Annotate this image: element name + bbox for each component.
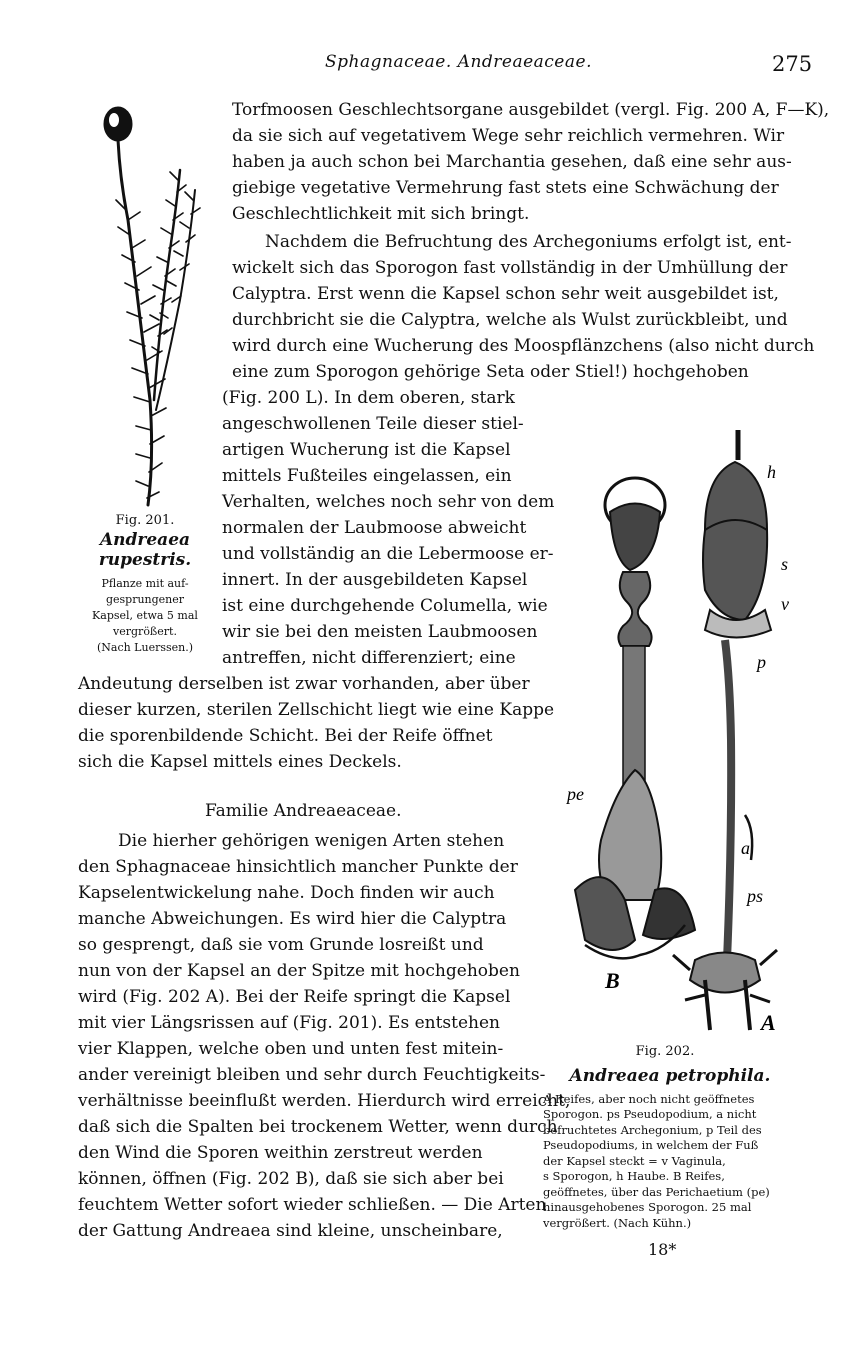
section-line: ander vereinigt bleiben und sehr durch Feuchtigkeits- [78, 1065, 546, 1085]
fig201-caption-line: (Nach Luerssen.) [96, 641, 194, 654]
body-line: und vollständig an die Lebermoose er- [222, 544, 554, 564]
section-line: verhältnisse beeinflußt werden. Hierdurch wird erreicht, [78, 1091, 571, 1111]
section-line: daß sich die Spalten bei trockenem Wetter, wenn durch [78, 1117, 558, 1137]
fig201-species-genus: Andreaea [99, 530, 191, 550]
fig201-illustration [80, 100, 220, 520]
body-line: da sie sich auf vegetativem Wege sehr reichlich vermehren. Wir [232, 126, 785, 146]
body-line: Torfmoosen Geschlechtsorgane ausgebildet (vergl. Fig. 200 A, F—K), [232, 100, 830, 120]
section-line: können, öffnen (Fig. 202 B), daß sie sich aber bei [78, 1169, 504, 1189]
fig202-caption-line: der Kapsel steckt = v Vaginula, [543, 1154, 726, 1168]
body-line: normalen der Laubmoose abweicht [222, 518, 527, 538]
fig201-caption-line: gesprungener [105, 593, 185, 606]
fig202-caption-line: A Reifes, aber noch nicht geöffnetes [543, 1092, 755, 1106]
body-line: Andeutung derselben ist zwar vorhanden, aber über [78, 674, 530, 694]
fig202-caption-line: Sporogon. ps Pseudopodium, a nicht [543, 1107, 757, 1121]
fig202-letter-a: a [741, 838, 750, 858]
fig201-caption-line: Pflanze mit auf- [101, 577, 189, 590]
fig202-letter-v: v [781, 594, 789, 614]
body-line: Nachdem die Befruchtung des Archegoniums erfolgt ist, ent- [265, 232, 792, 252]
section-line: mit vier Längsrissen auf (Fig. 201). Es entstehen [78, 1013, 501, 1033]
section-line: den Sphagnaceae hinsichtlich mancher Punkte der [78, 857, 518, 877]
body-line: Verhalten, welches noch sehr von dem [222, 492, 555, 512]
fig202-caption-line: geöffnetes, über das Perichaetium (pe) [543, 1185, 770, 1199]
section-line: feuchtem Wetter sofort wieder schließen. — Die Arten [78, 1195, 547, 1215]
body-line: innert. In der ausgebildeten Kapsel [222, 570, 528, 590]
page-number: 275 [772, 52, 813, 76]
fig202-letter-ps: ps [747, 886, 764, 906]
body-line: haben ja auch schon bei Marchantia gesehen, daß eine sehr aus- [232, 152, 792, 172]
fig202-letter-A: A [761, 1010, 776, 1035]
body-line: wird durch eine Wucherung des Moospflänzchens (also nicht durch [232, 336, 815, 356]
running-head: Sphagnaceae. Andreaeaceae. [325, 52, 592, 72]
body-line: ist eine durchgehende Columella, wie [222, 596, 548, 616]
body-line: wir sie bei den meisten Laubmoosen [222, 622, 538, 642]
section-line: so gesprengt, daß sie vom Grunde losreißt und [78, 935, 484, 955]
section-line: vier Klappen, welche oben und unten fest mitein- [78, 1039, 504, 1059]
section-heading: Familie Andreaeaceae. [205, 801, 402, 821]
fig202-caption-line: vergrößert. (Nach Kühn.) [543, 1216, 692, 1230]
section-line: manche Abweichungen. Es wird hier die Calyptra [78, 909, 507, 929]
fig202-species: Andreaea petrophila. [569, 1066, 771, 1086]
body-line: eine zum Sporogon gehörige Seta oder Stiel!) hochgehoben [232, 362, 749, 382]
body-line: angeschwollenen Teile dieser stiel- [222, 414, 524, 434]
fig202-letter-p: p [757, 652, 766, 672]
body-line: Calyptra. Erst wenn die Kapsel schon sehr weit ausgebildet ist, [232, 284, 779, 304]
fig202-letter-h: h [767, 462, 776, 482]
fig202-caption-line: Pseudopodiums, in welchem der Fuß [543, 1138, 759, 1152]
fig201-caption-line: Kapsel, etwa 5 mal [92, 609, 198, 622]
fig202-caption-line: hinausgehobenes Sporogon. 25 mal [543, 1200, 752, 1214]
body-line: artigen Wucherung ist die Kapsel [222, 440, 511, 460]
section-line: den Wind die Sporen weithin zerstreut werden [78, 1143, 483, 1163]
fig202-letter-s: s [781, 554, 789, 574]
body-line: antreffen, nicht differenziert; eine [222, 648, 516, 668]
body-line: dieser kurzen, sterilen Zellschicht liegt wie eine Kappe [78, 700, 555, 720]
fig202-letter-B: B [605, 968, 620, 993]
signature-mark: 18* [648, 1240, 677, 1259]
section-line: der Gattung Andreaea sind kleine, unscheinbare, [78, 1221, 503, 1241]
fig202-caption-line: s Sporogon, h Haube. B Reifes, [543, 1169, 725, 1183]
fig201-label: Fig. 201. [115, 513, 175, 528]
section-line: Die hierher gehörigen wenigen Arten stehen [118, 831, 505, 851]
body-line: wickelt sich das Sporogon fast vollständig in der Umhüllung der [232, 258, 788, 278]
fig201-species-epithet: rupestris. [98, 550, 192, 570]
body-line: (Fig. 200 L). In dem oberen, stark [222, 388, 515, 408]
body-line: durchbricht sie die Calyptra, welche als Wulst zurückbleibt, und [232, 310, 788, 330]
fig201-caption-line: vergrößert. [113, 625, 177, 638]
body-line: die sporenbildende Schicht. Bei der Reife öffnet [78, 726, 493, 746]
body-line: Geschlechtlichkeit mit sich bringt. [232, 204, 530, 224]
section-line: nun von der Kapsel an der Spitze mit hochgehoben [78, 961, 520, 981]
fig202-label: Fig. 202. [635, 1044, 695, 1059]
body-line: mittels Fußteiles eingelassen, ein [222, 466, 512, 486]
section-line: Kapselentwickelung nahe. Doch finden wir auch [78, 883, 495, 903]
fig202-letter-pe: pe [567, 784, 584, 804]
section-line: wird (Fig. 202 A). Bei der Reife springt die Kapsel [78, 987, 511, 1007]
body-line: sich die Kapsel mittels eines Deckels. [78, 752, 402, 772]
body-line: giebige vegetative Vermehrung fast stets eine Schwächung der [232, 178, 779, 198]
fig202-illustration [555, 420, 825, 1035]
fig202-caption-line: befruchtetes Archegonium, p Teil des [543, 1123, 762, 1137]
